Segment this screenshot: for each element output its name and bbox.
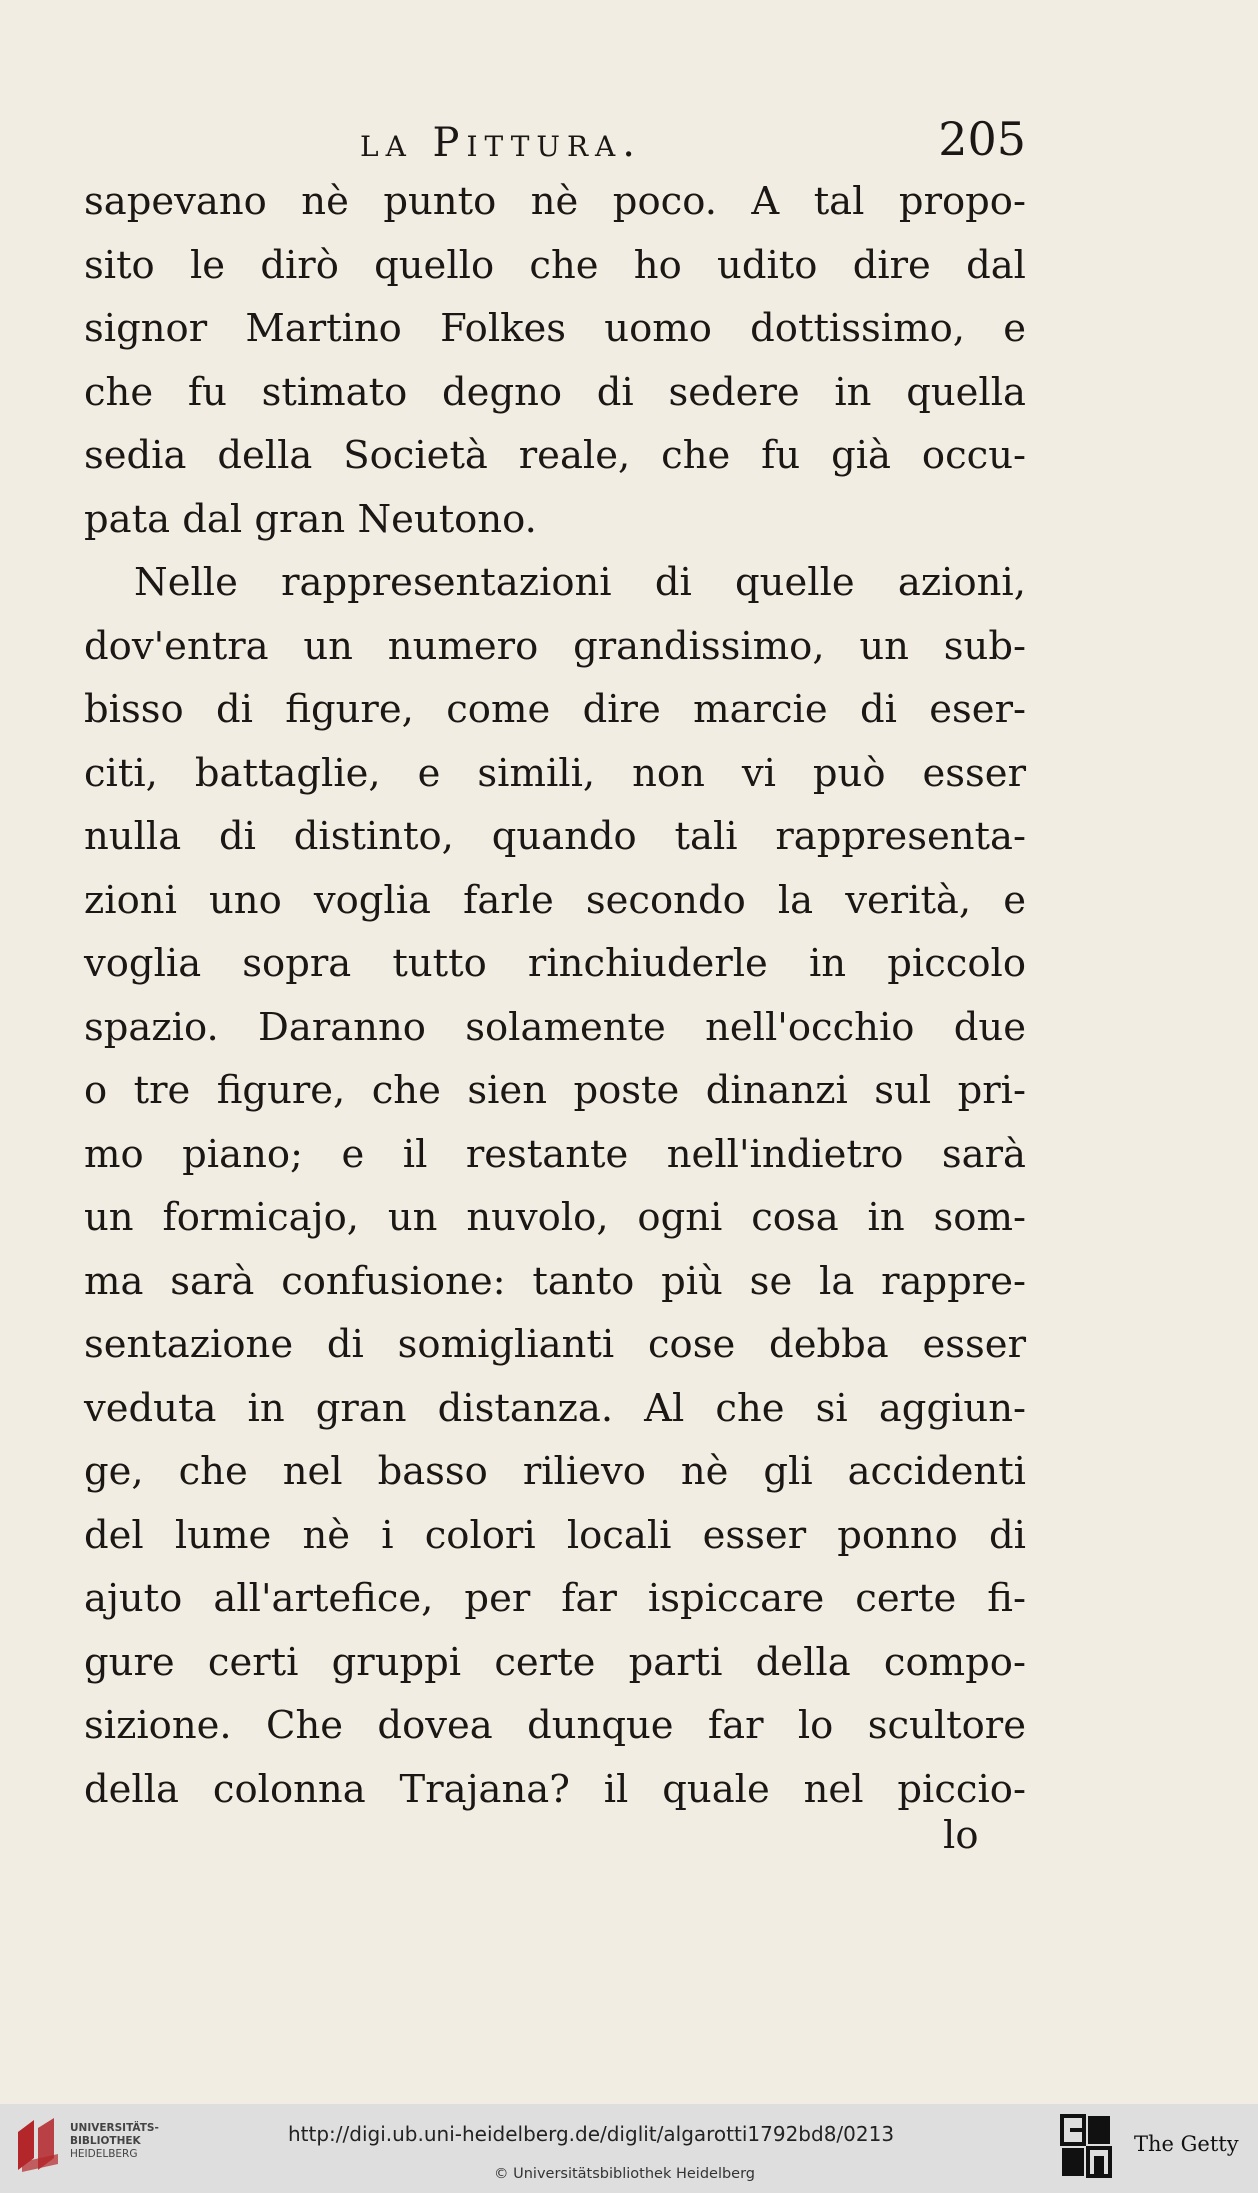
running-head: la Pittura.: [360, 120, 642, 166]
body-text: [84, 170, 1026, 1821]
text-line: mo piano; e il restante nell'indietro sarà: [84, 1131, 1026, 1177]
text-line: che fu stimato degno di sedere in quella: [84, 369, 1026, 415]
text-line: della colonna Trajana? il quale nel piccio-: [84, 1766, 1026, 1812]
catchword: lo: [943, 1813, 979, 1858]
text-line: sapevano nè punto nè poco. A tal propo-: [84, 179, 1026, 224]
text-line: gure certi gruppi certe parti della compo-: [84, 1639, 1026, 1685]
text-line: citi, battaglie, e simili, non vi può esser: [84, 750, 1026, 796]
text-line: un formicajo, un nuvolo, ogni cosa in som-: [84, 1195, 1026, 1240]
permalink-url[interactable]: http://digi.ub.uni-heidelberg.de/diglit/algarotti1792bd8/0213: [288, 2122, 895, 2146]
text-line: sedia della Società reale, che fu già occu-: [84, 433, 1026, 478]
text-line: del lume nè i colori locali esser ponno di: [84, 1512, 1026, 1558]
text-line: nulla di distinto, quando tali rappresenta-: [84, 814, 1026, 859]
text-line: spazio. Daranno solamente nell'occhio due: [84, 1004, 1026, 1050]
text-line: o tre figure, che sien poste dinanzi sul pri-: [84, 1068, 1026, 1113]
text-line: sentazione di somiglianti cose debba esser: [84, 1322, 1026, 1367]
library-name: UNIVERSITÄTS- BIBLIOTHEK HEIDELBERG: [70, 2122, 159, 2160]
text-line: ge, che nel basso rilievo nè gli accidenti: [84, 1449, 1026, 1494]
text-line: voglia sopra tutto rinchiuderle in piccolo: [84, 941, 1026, 986]
text-line: pata dal gran Neutono.: [84, 496, 537, 542]
text-line: ajuto all'artefice, per far ispiccare certe fi-: [84, 1576, 1026, 1621]
text-line: signor Martino Folkes uomo dottissimo, e: [84, 306, 1026, 351]
footer-bar: [0, 2104, 1258, 2193]
university-library-logo-icon: [14, 2114, 64, 2176]
text-line: zioni uno voglia farle secondo la verità, e: [84, 877, 1026, 923]
sponsor-name: The Getty: [1134, 2132, 1239, 2156]
text-line: sito le dirò quello che ho udito dire dal: [84, 242, 1026, 288]
page-header: [84, 112, 1026, 172]
text-line: bisso di figure, come dire marcie di eser-: [84, 687, 1026, 732]
page-number: 205: [938, 112, 1026, 166]
getty-logo-icon: [1060, 2114, 1112, 2180]
text-line: ma sarà confusione: tanto più se la rappre-: [84, 1258, 1026, 1304]
text-line: veduta in gran distanza. Al che si aggiun-: [84, 1385, 1026, 1431]
paragraph-start-line: Nelle rappresentazioni di quelle azioni,: [134, 560, 1026, 605]
text-line: dov'entra un numero grandissimo, un sub-: [84, 623, 1026, 669]
copyright-notice: © Universitätsbibliothek Heidelberg: [494, 2166, 756, 2182]
text-line: sizione. Che dovea dunque far lo scultore: [84, 1703, 1026, 1748]
